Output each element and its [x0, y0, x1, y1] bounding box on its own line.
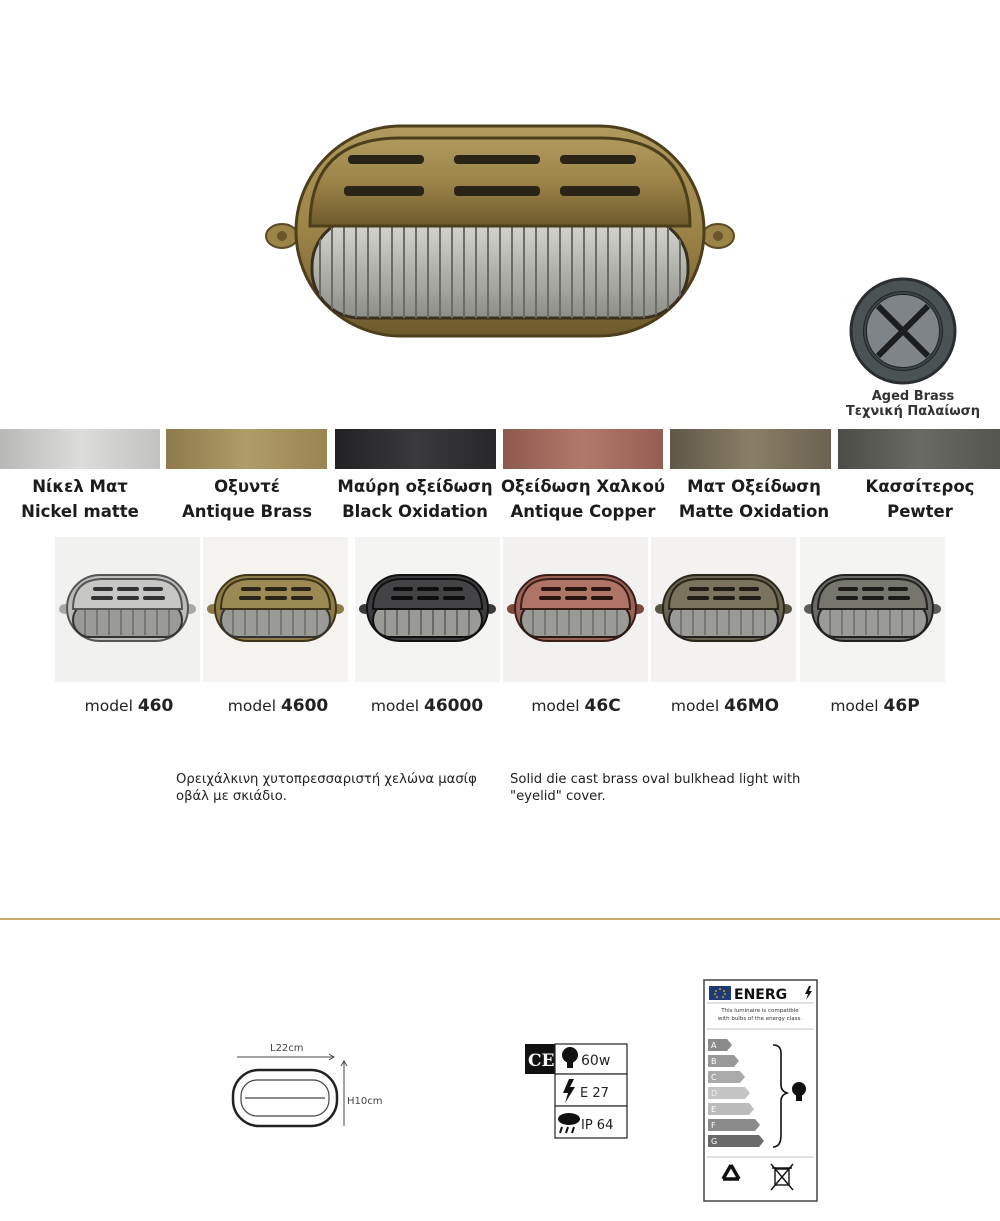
eu-flag-icon: [709, 986, 731, 1000]
finish-label-pewter: [836, 474, 1000, 524]
energy-title: ENERG: [734, 987, 788, 1003]
energy-class-b: B: [711, 1057, 717, 1066]
ip-rating: IP 64: [581, 1118, 614, 1133]
description-greek: [176, 771, 477, 805]
aged-brass-sample: [838, 276, 988, 426]
specs-panel: [523, 1041, 629, 1141]
swatch-matte-oxidation: [670, 429, 831, 469]
energy-class-c: C: [711, 1073, 717, 1082]
finish-name-en: Pewter: [887, 502, 953, 521]
finish-label-black-oxidation: [331, 474, 499, 524]
aged-brass-line2: Τεχνική Παλαίωση: [845, 404, 981, 419]
model-prefix: model: [830, 697, 879, 715]
aged-brass-lamp-image: [848, 276, 958, 386]
model-code: 460: [137, 696, 174, 716]
finish-name-gr: Κασσίτερος: [865, 477, 975, 496]
model-code: 46C: [584, 696, 621, 716]
swatch-antique-brass: [166, 429, 327, 469]
model-label-46c: [492, 696, 660, 716]
description-en-line1: Solid die cast brass oval bulkhead light with: [510, 772, 801, 787]
finish-name-en: Matte Oxidation: [678, 502, 830, 521]
product-thumb-46mo: [651, 537, 796, 682]
swatch-antique-copper: [503, 429, 663, 469]
product-thumb-460: [55, 537, 200, 682]
model-code: 46P: [883, 696, 920, 716]
model-prefix: model: [84, 697, 133, 715]
wattage: 60w: [581, 1053, 611, 1069]
swatch-black-oxidation: [335, 429, 496, 469]
model-prefix: model: [531, 697, 580, 715]
energy-class-a: A: [711, 1041, 717, 1050]
model-prefix: model: [370, 697, 420, 715]
description-gr-line2: οβάλ με σκιάδιο.: [176, 789, 287, 804]
finish-label-antique-brass: [163, 474, 331, 524]
description-gr-line1: Ορειχάλκινη χυτοπρεσσαριστή χελώνα μασίφ: [176, 772, 477, 787]
model-label-46p: [791, 696, 959, 716]
finish-label-nickel: [0, 474, 164, 524]
model-label-46mo: [641, 696, 809, 716]
swatch-pewter: [838, 429, 1000, 469]
model-code: 46000: [424, 696, 484, 716]
finish-name-en: Antique Copper: [510, 502, 656, 521]
energy-note-line2: with bulbs of the energy class.: [717, 1016, 803, 1022]
model-label-46000: [343, 696, 511, 716]
product-thumb-46p: [800, 537, 945, 682]
section-divider: [0, 918, 1000, 920]
energy-class-f: F: [711, 1121, 716, 1130]
finish-name-en: Antique Brass: [181, 502, 313, 521]
model-prefix: model: [670, 697, 720, 715]
dimensions-diagram: [225, 1040, 395, 1130]
energy-class-d: D: [711, 1089, 718, 1098]
energy-label: [703, 979, 818, 1202]
model-code: 4600: [280, 696, 329, 716]
finish-name-gr: Μαύρη οξείδωση: [337, 477, 493, 496]
dimension-height: H10cm: [347, 1096, 383, 1107]
finish-name-gr: Νίκελ Ματ: [32, 477, 128, 496]
finish-label-matte-oxidation: [670, 474, 838, 524]
finish-name-gr: Ματ Οξείδωση: [687, 477, 821, 496]
description-en-line2: "eyelid" cover.: [510, 789, 606, 804]
swatch-nickel-matte: [0, 429, 160, 469]
finish-name-gr: Οξείδωση Χαλκού: [500, 477, 666, 496]
finish-label-antique-copper: [499, 474, 667, 524]
finish-name-en: Black Oxidation: [342, 502, 488, 521]
dimension-length: L22cm: [270, 1043, 304, 1054]
model-prefix: model: [227, 697, 276, 715]
aged-brass-line1: Aged Brass: [871, 389, 955, 404]
model-code: 46MO: [724, 696, 780, 716]
hero-lamp-image: [260, 118, 740, 348]
aged-brass-label: [838, 389, 988, 419]
model-label-4600: [194, 696, 362, 716]
socket: E 27: [580, 1086, 609, 1101]
ce-mark: CE: [528, 1051, 555, 1071]
energy-class-e: E: [711, 1105, 717, 1114]
description-english: [510, 771, 800, 805]
model-label-460: [45, 696, 213, 716]
product-thumb-46000: [355, 537, 500, 682]
product-thumb-4600: [203, 537, 348, 682]
finish-name-en: Nickel matte: [21, 502, 139, 521]
finish-name-gr: Οξυντέ: [214, 477, 280, 496]
energy-class-g: G: [711, 1137, 718, 1146]
product-thumb-46c: [503, 537, 648, 682]
energy-note-line1: This luminaire is compatible: [721, 1008, 799, 1014]
